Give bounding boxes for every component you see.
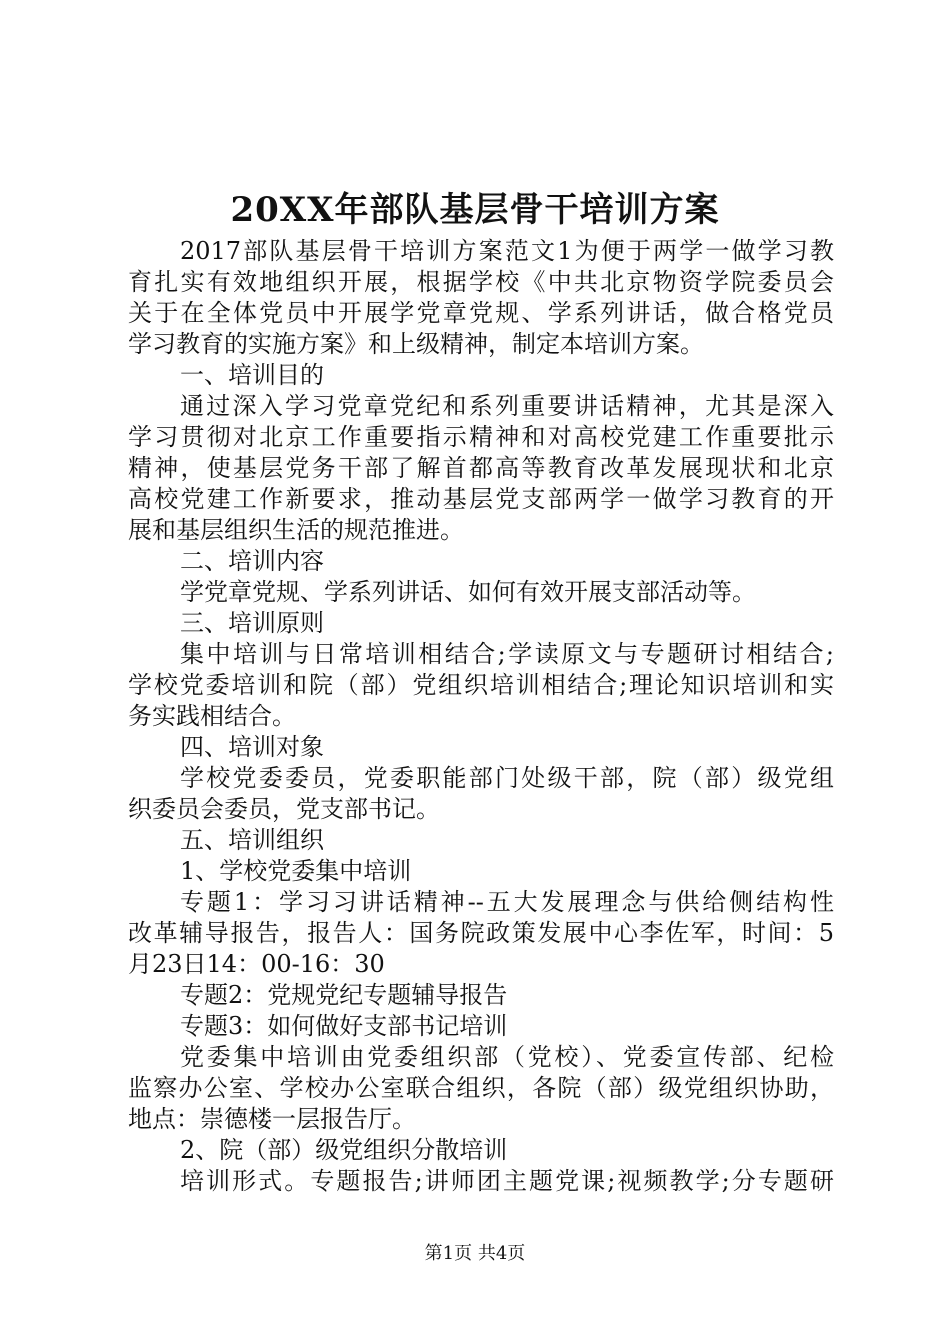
body-line: 高校党建工作新要求，推动基层党支部两学一做学习教育的开 (128, 485, 834, 513)
body-line: 监察办公室、学校办公室联合组织，各院（部）级党组织协助， (128, 1074, 834, 1102)
page-indicator: 第1页 共4页 (424, 1243, 526, 1264)
section-heading: 三、培训原则 (180, 609, 324, 637)
body-line: 学习贯彻对北京工作重要指示精神和对高校党建工作重要批示 (128, 423, 834, 451)
body-line: 学校党委委员，党委职能部门处级干部，院（部）级党组 (180, 764, 834, 792)
body-line: 关于在全体党员中开展学党章党规、学系列讲话，做合格党员 (128, 299, 834, 327)
section-heading: 一、培训目的 (180, 361, 324, 389)
body-line: 地点：崇德楼一层报告厅。 (128, 1105, 416, 1133)
body-line: 育扎实有效地组织开展，根据学校《中共北京物资学院委员会 (128, 268, 834, 296)
body-line: 展和基层组织生活的规范推进。 (128, 516, 464, 544)
section-heading: 四、培训对象 (180, 733, 324, 761)
section-heading: 二、培训内容 (180, 547, 324, 575)
body-line: 专题1：学习习讲话精神--五大发展理念与供给侧结构性 (180, 888, 834, 916)
body-line: 学党章党规、学系列讲话、如何有效开展支部活动等。 (180, 578, 756, 606)
body-line: 培训形式。专题报告;讲师团主题党课;视频教学;分专题研 (180, 1167, 834, 1195)
body-line: 2017部队基层骨干培训方案范文1为便于两学一做学习教 (180, 237, 834, 265)
body-line: 学习教育的实施方案》和上级精神，制定本培训方案。 (128, 330, 704, 358)
subsection-heading: 1、学校党委集中培训 (180, 857, 412, 885)
body-line: 集中培训与日常培训相结合;学读原文与专题研讨相结合; (180, 640, 834, 668)
body-line: 精神，使基层党务干部了解首都高等教育改革发展现状和北京 (128, 454, 834, 482)
body-line: 月23日14：00-16：30 (128, 950, 385, 978)
document-body (128, 236, 834, 1197)
body-line: 专题2：党规党纪专题辅导报告 (180, 981, 508, 1009)
body-line: 党委集中培训由党委组织部（党校）、党委宣传部、纪检 (180, 1043, 834, 1071)
body-line: 织委员会委员，党支部书记。 (128, 795, 440, 823)
subsection-heading: 2、院（部）级党组织分散培训 (180, 1136, 508, 1164)
body-line: 改革辅导报告，报告人：国务院政策发展中心李佐军，时间：5 (128, 919, 834, 947)
section-heading: 五、培训组织 (180, 826, 324, 854)
document-title: 20XX年部队基层骨干培训方案 (230, 190, 720, 230)
body-line: 学校党委培训和院（部）党组织培训相结合;理论知识培训和实 (128, 671, 834, 699)
body-line: 务实践相结合。 (128, 702, 296, 730)
body-line: 通过深入学习党章党纪和系列重要讲话精神，尤其是深入 (180, 392, 834, 420)
body-line: 专题3：如何做好支部书记培训 (180, 1012, 508, 1040)
